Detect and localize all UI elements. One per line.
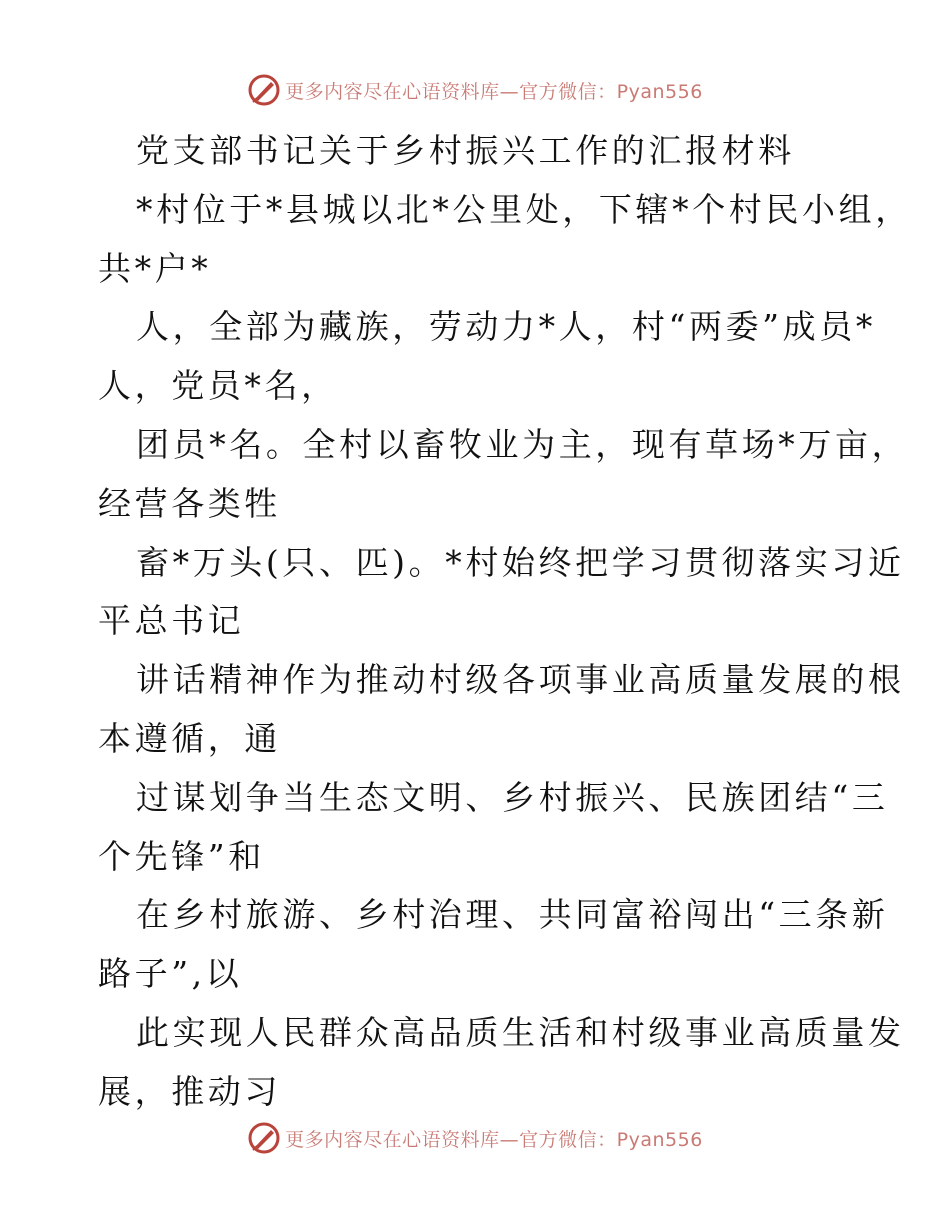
text-line: 人，党员*名， — [98, 366, 338, 406]
watermark-contact: Pyan556 — [616, 1128, 703, 1151]
text-line: 过谋划争当生态文明、乡村振兴、民族团结“三 — [136, 777, 889, 817]
text-line: 在乡村旅游、乡村治理、共同富裕闯出“三条新 — [136, 895, 889, 935]
header-watermark — [0, 72, 950, 108]
text-line: 个先锋”和 — [98, 836, 265, 876]
text-line: 本遵循，通 — [98, 718, 281, 758]
text-line: 经营各类牲 — [98, 483, 281, 523]
footer-watermark — [0, 1120, 950, 1156]
watermark-contact: Pyan556 — [616, 80, 703, 103]
text-line: 讲话精神作为推动村级各项事业高质量发展的根 — [136, 660, 905, 700]
text-line: 此实现人民群众高品质生活和村级事业高质量发 — [136, 1012, 905, 1052]
text-line: 党支部书记关于乡村振兴工作的汇报材料 — [136, 131, 795, 170]
text-line: 共*户* — [98, 248, 212, 288]
watermark-text: 更多内容尽在心语资料库—官方微信：Pyan556 — [285, 80, 703, 103]
quill-pen-icon — [247, 1121, 281, 1155]
text-line: 畜*万头(只、匹)。*村始终把学习贯彻落实习近 — [136, 542, 905, 582]
text-line: 人，全部为藏族，劳动力*人，村“两委”成员* — [136, 307, 876, 347]
text-line: *村位于*县城以北*公里处，下辖*个村民小组， — [136, 189, 912, 229]
watermark-text: 更多内容尽在心语资料库—官方微信：Pyan556 — [285, 1128, 703, 1151]
text-line: 团员*名。全村以畜牧业为主，现有草场*万亩， — [136, 424, 909, 464]
text-line: 路子”,以 — [98, 954, 243, 994]
text-line: 平总书记 — [98, 601, 245, 641]
document-body — [98, 122, 912, 1122]
quill-pen-icon — [247, 73, 281, 107]
text-line: 展，推动习 — [98, 1071, 281, 1111]
